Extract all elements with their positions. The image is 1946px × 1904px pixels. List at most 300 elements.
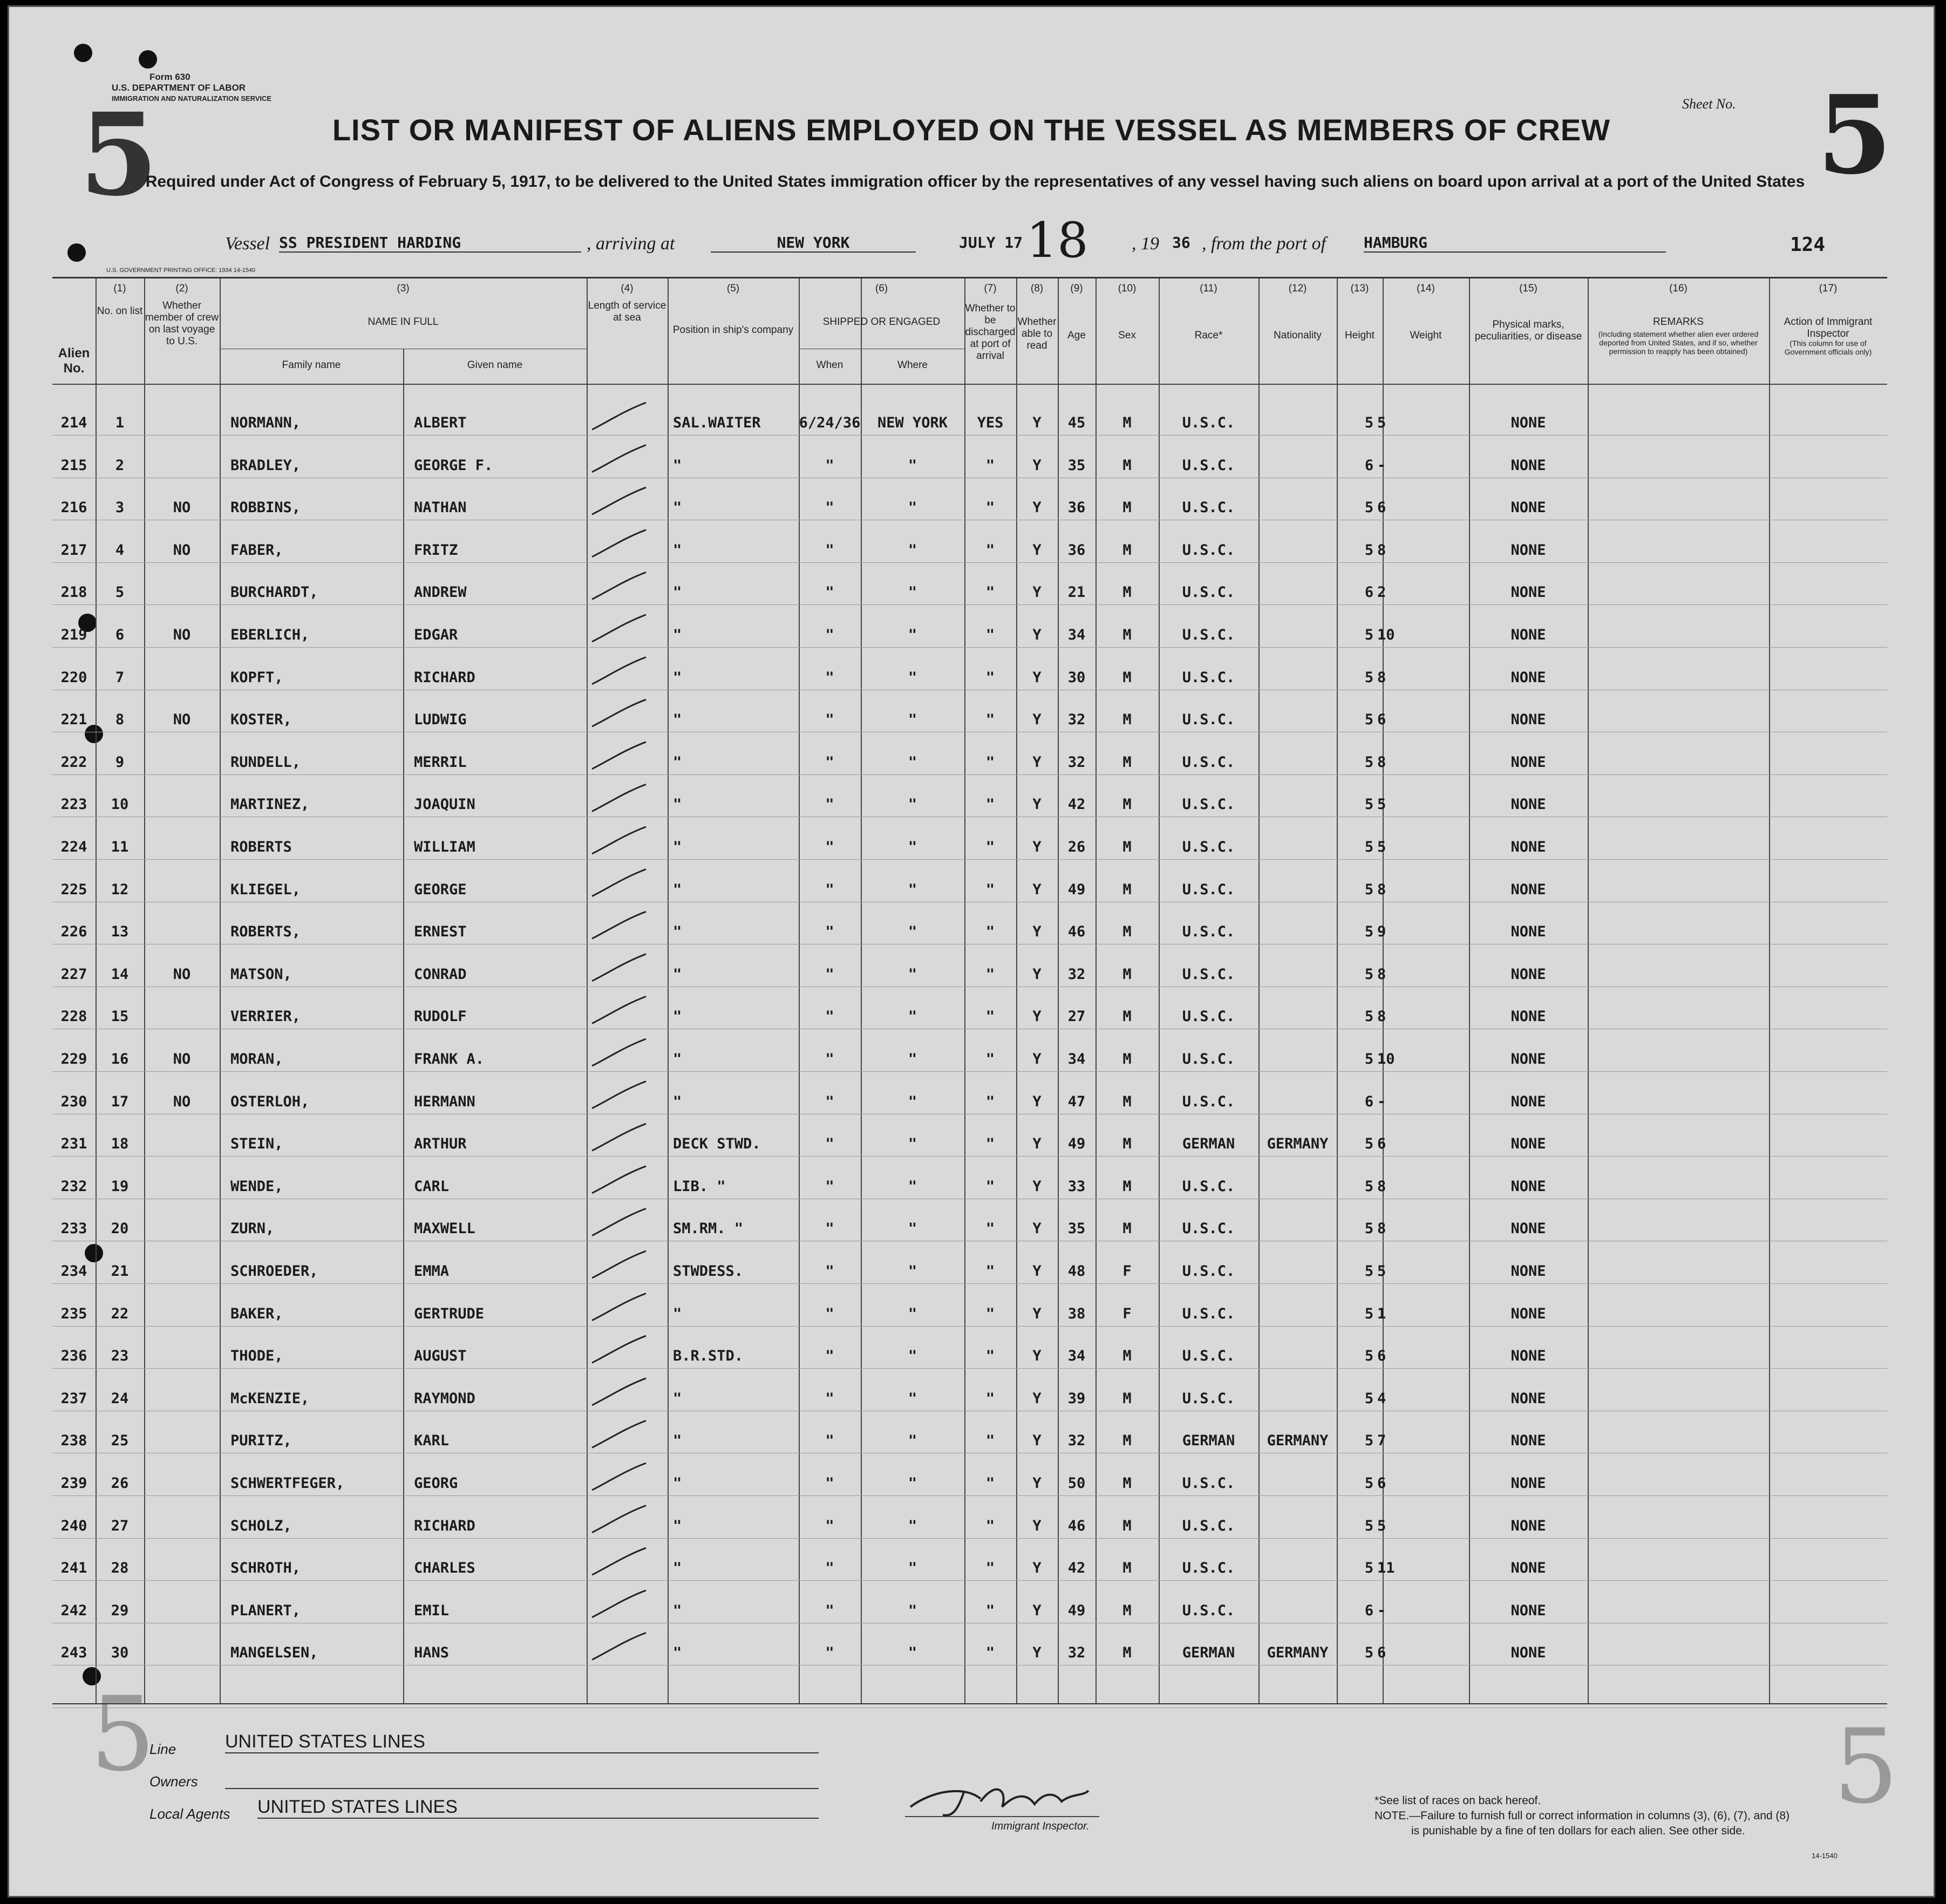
sex: M [1122, 1008, 1132, 1025]
family-name: RUNDELL, [230, 753, 301, 771]
height-feet: 6 [1364, 1602, 1374, 1619]
shipped-when: " [825, 1220, 834, 1237]
family-name: ZURN, [230, 1220, 275, 1237]
manifest-sheet [8, 5, 1935, 1898]
service-tick-mark [592, 784, 646, 811]
shipped-when: 6/24/36 [799, 414, 861, 431]
shipped-where: " [908, 1008, 917, 1025]
physical-marks: NONE [1510, 1602, 1546, 1619]
shipped-where: " [908, 1348, 917, 1365]
given-name: ARTHUR [414, 1135, 467, 1153]
physical-marks: NONE [1510, 753, 1546, 771]
column-number: (14) [1417, 283, 1435, 294]
sex: M [1122, 1051, 1132, 1067]
height-inches: 8 [1377, 753, 1386, 771]
age: 34 [1067, 1051, 1086, 1067]
sheet-label: Sheet No. [1682, 96, 1736, 112]
sex: M [1122, 1178, 1132, 1195]
vessel-label: Vessel [225, 234, 270, 254]
age: 46 [1067, 923, 1086, 941]
physical-marks: NONE [1510, 1220, 1546, 1237]
height-feet: 5 [1364, 1475, 1374, 1492]
alien-number: 219 [60, 627, 87, 643]
able-to-read: Y [1032, 1051, 1042, 1067]
shipped-when: " [825, 839, 834, 855]
punch-hole [139, 50, 157, 69]
given-name: MAXWELL [414, 1220, 475, 1237]
race: U.S.C. [1182, 839, 1235, 855]
sex: M [1122, 1475, 1132, 1492]
last-voyage: NO [173, 711, 191, 729]
service-tick-mark [592, 954, 646, 981]
physical-marks: NONE [1510, 1093, 1546, 1110]
position: " [673, 965, 682, 983]
height-inches: 2 [1377, 584, 1386, 601]
sex: M [1122, 796, 1132, 813]
given-name: EMIL [414, 1602, 450, 1619]
header-last-voyage: Whether member of crew on last voyage to U.S. [145, 300, 219, 347]
physical-marks: NONE [1510, 796, 1546, 813]
able-to-read: Y [1032, 414, 1042, 431]
sex: F [1122, 1305, 1132, 1322]
able-to-read: Y [1032, 839, 1042, 855]
physical-marks: NONE [1510, 1263, 1546, 1280]
header-remarks-note: (Including statement whether alien ever ordered deported from United States, and if so, whether permission to reapply has been obtained) [1598, 330, 1759, 356]
alien-number: 228 [60, 1008, 87, 1025]
height-feet: 5 [1364, 627, 1374, 643]
discharged: " [985, 1517, 995, 1534]
column-number: (7) [984, 283, 997, 294]
service-tick-mark [592, 1251, 646, 1278]
height-feet: 5 [1364, 1560, 1374, 1577]
discharged: " [985, 1178, 995, 1195]
corner-mark-bottom-right: 5 [1833, 1707, 1899, 1826]
height-inches: 11 [1377, 1560, 1395, 1577]
able-to-read: Y [1032, 627, 1042, 643]
family-name: VERRIER, [230, 1008, 301, 1025]
race: U.S.C. [1182, 1390, 1235, 1407]
arrival-date-handwritten: 18 [1026, 212, 1088, 269]
sex: M [1122, 839, 1132, 855]
list-number: 21 [111, 1263, 129, 1280]
alien-number: 227 [60, 965, 87, 983]
position: STWDESS. [673, 1263, 744, 1280]
able-to-read: Y [1032, 499, 1042, 516]
service-tick-mark [592, 1124, 646, 1151]
column-number: (11) [1200, 283, 1217, 294]
shipped-where: " [908, 1220, 917, 1237]
shipped-where: " [908, 1305, 917, 1322]
penalty-note-1: NOTE.—Failure to furnish full or correct information in columns (3), (6), (7), and (8) [1375, 1810, 1790, 1822]
shipped-when: " [825, 1051, 834, 1067]
family-name: SCHROTH, [230, 1560, 301, 1577]
age: 32 [1067, 711, 1086, 729]
line-value: UNITED STATES LINES [225, 1731, 819, 1753]
alien-number: 222 [60, 753, 87, 771]
column-number: (16) [1669, 283, 1688, 294]
header-action: Action of Immigrant Inspector [1784, 316, 1873, 339]
position: B.R.STD. [673, 1348, 744, 1365]
given-name: KARL [414, 1432, 450, 1450]
race: U.S.C. [1182, 1560, 1235, 1577]
physical-marks: NONE [1510, 457, 1546, 474]
position: " [673, 1517, 682, 1534]
list-number: 15 [111, 1008, 129, 1025]
age: 35 [1067, 1220, 1086, 1237]
physical-marks: NONE [1510, 669, 1546, 686]
shipped-when: " [825, 1517, 834, 1534]
position: " [673, 881, 682, 898]
discharged: " [985, 1093, 995, 1110]
position: " [673, 541, 682, 559]
header-physical: Physical marks, peculiarities, or disease [1474, 319, 1582, 342]
discharged: " [985, 1644, 995, 1662]
race: U.S.C. [1182, 881, 1235, 898]
height-inches: 7 [1377, 1432, 1386, 1450]
service-tick-mark [592, 1294, 646, 1321]
physical-marks: NONE [1510, 1517, 1546, 1534]
family-name: STEIN, [230, 1135, 283, 1153]
shipped-where: " [908, 584, 917, 601]
shipped-where: NEW YORK [877, 414, 948, 431]
height-inches: 5 [1377, 1517, 1386, 1534]
position: LIB. " [673, 1178, 726, 1195]
discharged: " [985, 881, 995, 898]
race: U.S.C. [1182, 1051, 1235, 1067]
family-name: SCHWERTFEGER, [230, 1475, 345, 1492]
race: U.S.C. [1182, 965, 1235, 983]
alien-number: 216 [60, 499, 87, 516]
arrival-date: JULY 17 [959, 234, 1023, 251]
height-feet: 5 [1364, 923, 1374, 941]
family-name: KLIEGEL, [230, 881, 301, 898]
height-feet: 5 [1364, 1517, 1374, 1534]
nationality: GERMANY [1267, 1432, 1329, 1450]
header-position: Position in ship's company [672, 324, 794, 336]
shipped-when: " [825, 1178, 834, 1195]
height-feet: 5 [1364, 499, 1374, 516]
alien-number: 225 [60, 881, 87, 898]
list-number: 6 [115, 627, 125, 643]
column-number: (9) [1070, 283, 1083, 294]
height-inches: 1 [1377, 1305, 1386, 1322]
alien-number: 241 [60, 1560, 87, 1577]
height-feet: 6 [1364, 584, 1374, 601]
age: 46 [1067, 1517, 1086, 1534]
age: 34 [1067, 1348, 1086, 1365]
alien-number: 221 [60, 711, 87, 729]
position: " [673, 669, 682, 686]
header-no-on-list: No. on list [97, 305, 143, 317]
service-tick-mark [592, 996, 646, 1023]
alien-number: 236 [60, 1348, 87, 1365]
shipped-where: " [908, 923, 917, 941]
shipped-when: " [825, 1432, 834, 1450]
height-inches: 9 [1377, 923, 1386, 941]
shipped-where: " [908, 1644, 917, 1662]
shipped-where: " [908, 1602, 917, 1619]
list-number: 17 [111, 1093, 129, 1110]
race: U.S.C. [1182, 1348, 1235, 1365]
physical-marks: NONE [1510, 711, 1546, 729]
immigrant-inspector-label: Immigrant Inspector. [991, 1820, 1090, 1832]
header-age: Age [1067, 330, 1086, 341]
position: " [673, 457, 682, 474]
given-name: MERRIL [414, 753, 467, 771]
height-feet: 5 [1364, 839, 1374, 855]
able-to-read: Y [1032, 1263, 1042, 1280]
service-tick-mark [592, 445, 646, 472]
height-feet: 5 [1364, 1432, 1374, 1450]
age: 50 [1067, 1475, 1086, 1492]
physical-marks: NONE [1510, 1475, 1546, 1492]
shipped-where: " [908, 627, 917, 643]
position: DECK STWD. [673, 1135, 761, 1153]
height-inches: 6 [1377, 1644, 1386, 1662]
list-number: 20 [111, 1220, 129, 1237]
height-feet: 5 [1364, 669, 1374, 686]
age: 49 [1067, 1602, 1086, 1619]
age: 26 [1067, 839, 1086, 855]
family-name: SCHOLZ, [230, 1517, 292, 1534]
given-name: ERNEST [414, 923, 467, 941]
sex: M [1122, 1602, 1132, 1619]
list-number: 30 [111, 1644, 129, 1662]
height-feet: 5 [1364, 881, 1374, 898]
list-number: 3 [115, 499, 125, 516]
header-name-in-full: NAME IN FULL [368, 316, 439, 328]
age: 49 [1067, 881, 1086, 898]
alien-number: 217 [60, 541, 87, 559]
race: U.S.C. [1182, 669, 1235, 686]
service-tick-mark [592, 1548, 646, 1575]
height-feet: 5 [1364, 1263, 1374, 1280]
header-family-name: Family name [282, 359, 341, 371]
family-name: KOPFT, [230, 669, 283, 686]
alien-number: 226 [60, 923, 87, 941]
given-name: FRANK A. [414, 1051, 485, 1067]
header-nationality: Nationality [1274, 330, 1322, 341]
position: " [673, 627, 682, 643]
race: U.S.C. [1182, 1093, 1235, 1110]
sex: M [1122, 1093, 1132, 1110]
alien-number: 224 [60, 839, 87, 855]
service-tick-mark [592, 912, 646, 939]
age: 49 [1067, 1135, 1086, 1153]
header-weight: Weight [1410, 330, 1442, 341]
list-number: 28 [111, 1560, 129, 1577]
height-feet: 5 [1364, 796, 1374, 813]
list-number: 29 [111, 1602, 129, 1619]
alien-number: 230 [60, 1093, 87, 1110]
alien-number: 243 [60, 1644, 87, 1662]
position: " [673, 1644, 682, 1662]
age: 27 [1067, 1008, 1086, 1025]
discharged: " [985, 584, 995, 601]
physical-marks: NONE [1510, 1051, 1546, 1067]
service-tick-mark [592, 1506, 646, 1533]
list-number: 7 [115, 669, 125, 686]
service-tick-mark [592, 487, 646, 514]
position: " [673, 1390, 682, 1407]
header-height: Height [1345, 330, 1375, 341]
age: 36 [1067, 541, 1086, 559]
position: " [673, 1602, 682, 1619]
physical-marks: NONE [1510, 965, 1546, 983]
able-to-read: Y [1032, 457, 1042, 474]
height-inches: 8 [1377, 1220, 1386, 1237]
family-name: KOSTER, [230, 711, 292, 729]
service-tick-mark [592, 1633, 646, 1660]
service-tick-mark [592, 1590, 646, 1617]
given-name: ALBERT [414, 414, 467, 431]
able-to-read: Y [1032, 1602, 1042, 1619]
inspector-signature [900, 1769, 1105, 1828]
alien-number: 215 [60, 457, 87, 474]
height-inches: 8 [1377, 1008, 1386, 1025]
arrival-port: NEW YORK [711, 234, 916, 253]
sex: M [1122, 1390, 1132, 1407]
race: U.S.C. [1182, 1178, 1235, 1195]
list-number: 10 [111, 796, 129, 813]
physical-marks: NONE [1510, 881, 1546, 898]
list-number: 26 [111, 1475, 129, 1492]
shipped-where: " [908, 1178, 917, 1195]
given-name: EDGAR [414, 627, 458, 643]
physical-marks: NONE [1510, 923, 1546, 941]
height-inches: 8 [1377, 965, 1386, 983]
list-number: 18 [111, 1135, 129, 1153]
column-number: (6) [875, 283, 888, 294]
family-name: ROBERTS, [230, 923, 301, 941]
able-to-read: Y [1032, 1432, 1042, 1450]
list-number: 16 [111, 1051, 129, 1067]
local-agents-value: UNITED STATES LINES [257, 1797, 819, 1819]
shipped-when: " [825, 711, 834, 729]
punch-hole [74, 44, 92, 62]
age: 39 [1067, 1390, 1086, 1407]
given-name: RUDOLF [414, 1008, 467, 1025]
discharged: " [985, 839, 995, 855]
shipped-where: " [908, 1517, 917, 1534]
sex: M [1122, 1517, 1132, 1534]
given-name: GEORGE [414, 881, 467, 898]
height-feet: 5 [1364, 1305, 1374, 1322]
service-tick-mark [592, 1039, 646, 1066]
age: 47 [1067, 1093, 1086, 1110]
height-inches: 8 [1377, 881, 1386, 898]
physical-marks: NONE [1510, 499, 1546, 516]
alien-number: 233 [60, 1220, 87, 1237]
owners-value [225, 1772, 819, 1789]
header-alien-no: Alien No. [58, 346, 90, 376]
height-feet: 5 [1364, 1220, 1374, 1237]
position: SAL.WAITER [673, 414, 761, 431]
sex: M [1122, 669, 1132, 686]
sex: M [1122, 711, 1132, 729]
height-feet: 5 [1364, 1644, 1374, 1662]
alien-number: 223 [60, 796, 87, 813]
physical-marks: NONE [1510, 1135, 1546, 1153]
header-length-service: Length of service at sea [588, 300, 666, 323]
height-inches: 6 [1377, 711, 1386, 729]
shipped-when: " [825, 627, 834, 643]
able-to-read: Y [1032, 1093, 1042, 1110]
form-number: Form 630 [149, 72, 190, 82]
shipped-where: " [908, 881, 917, 898]
position: " [673, 839, 682, 855]
column-number: (15) [1519, 283, 1537, 294]
age: 38 [1067, 1305, 1086, 1322]
family-name: FABER, [230, 541, 283, 559]
discharged: " [985, 1475, 995, 1492]
sex: M [1122, 584, 1132, 601]
height-inches: 5 [1377, 839, 1386, 855]
shipped-where: " [908, 1560, 917, 1577]
list-number: 19 [111, 1178, 129, 1195]
last-voyage: NO [173, 1051, 191, 1067]
shipped-when: " [825, 1560, 834, 1577]
age: 32 [1067, 965, 1086, 983]
penalty-note-2: is punishable by a fine of ten dollars for each alien. See other side. [1411, 1825, 1745, 1837]
shipped-where: " [908, 1390, 917, 1407]
height-inches: 4 [1377, 1390, 1386, 1407]
shipped-where: " [908, 965, 917, 983]
physical-marks: NONE [1510, 414, 1546, 431]
given-name: CARL [414, 1178, 450, 1195]
column-number: (13) [1350, 283, 1369, 294]
given-name: JOAQUIN [414, 796, 475, 813]
discharged: YES [977, 414, 1004, 431]
alien-number: 237 [60, 1390, 87, 1407]
race: U.S.C. [1182, 1475, 1235, 1492]
shipped-when: " [825, 1008, 834, 1025]
service-tick-mark [592, 1463, 646, 1490]
family-name: EBERLICH, [230, 627, 310, 643]
race: U.S.C. [1182, 1517, 1235, 1534]
corner-mark-bottom-left: 5 [90, 1675, 155, 1794]
header-able-read: Whether able to read [1017, 316, 1057, 351]
race: U.S.C. [1182, 1220, 1235, 1237]
shipped-when: " [825, 923, 834, 941]
age: 42 [1067, 796, 1086, 813]
discharged: " [985, 541, 995, 559]
alien-number: 242 [60, 1602, 87, 1619]
family-name: PLANERT, [230, 1602, 301, 1619]
line-label: Line [149, 1741, 176, 1757]
sex: M [1122, 1220, 1132, 1237]
given-name: GEORGE F. [414, 457, 493, 474]
year: 36 [1172, 234, 1190, 251]
physical-marks: NONE [1510, 1305, 1546, 1322]
given-name: NATHAN [414, 499, 467, 516]
column-number: (3) [397, 283, 410, 294]
position: " [673, 1093, 682, 1110]
shipped-when: " [825, 881, 834, 898]
height-feet: 5 [1364, 711, 1374, 729]
height-inches: 8 [1377, 669, 1386, 686]
height-feet: 5 [1364, 1178, 1374, 1195]
discharged: " [985, 796, 995, 813]
given-name: GEORG [414, 1475, 458, 1492]
shipped-when: " [825, 1093, 834, 1110]
shipped-where: " [908, 669, 917, 686]
height-feet: 5 [1364, 965, 1374, 983]
able-to-read: Y [1032, 1475, 1042, 1492]
age: 45 [1067, 414, 1086, 431]
column-number: (17) [1819, 283, 1838, 294]
races-note: *See list of races on back hereof. [1375, 1794, 1541, 1807]
